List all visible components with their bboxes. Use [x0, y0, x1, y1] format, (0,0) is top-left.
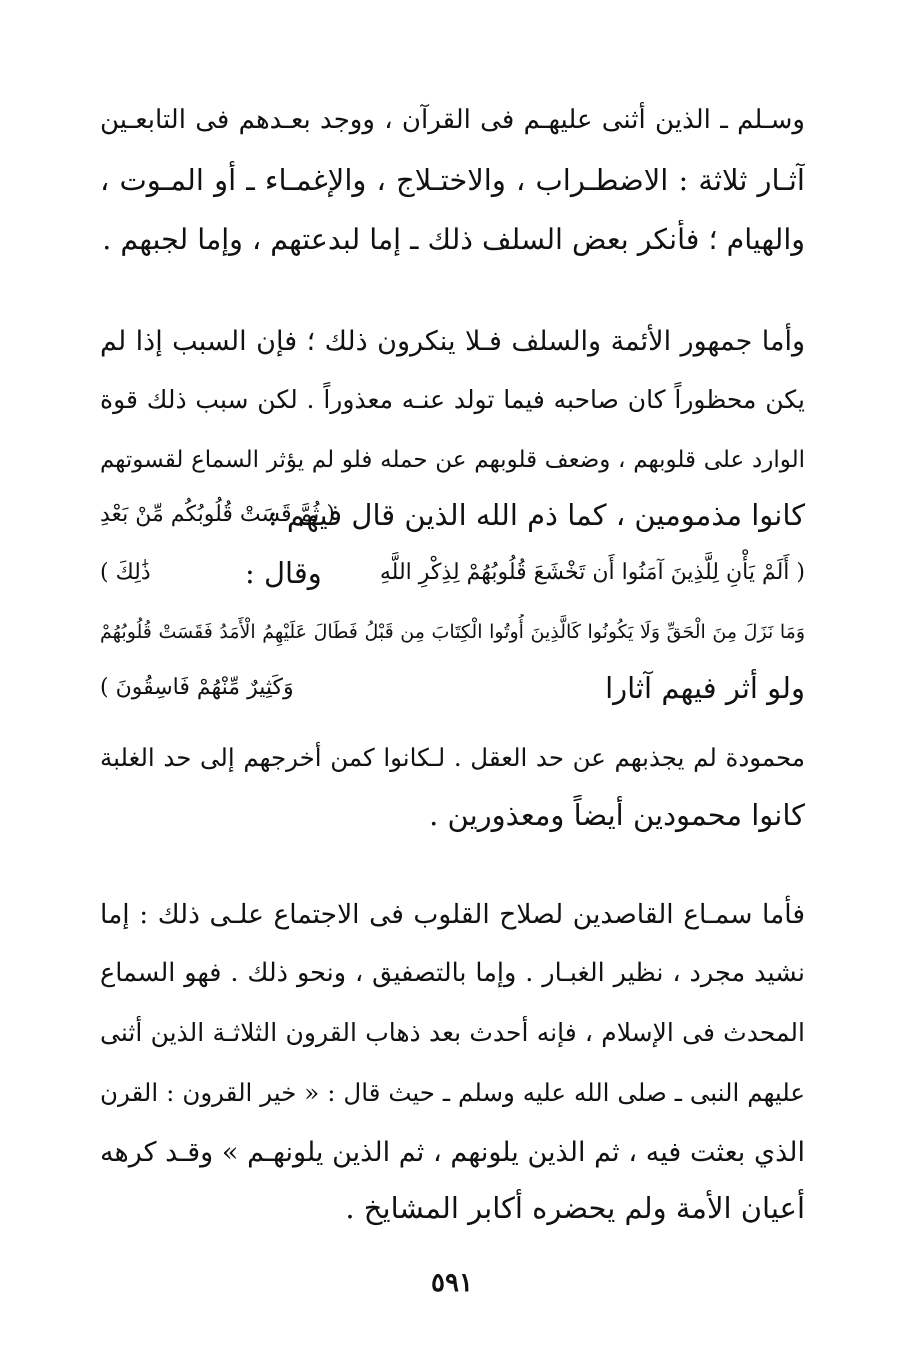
quran-verse-2-middle: وَمَا نَزَلَ مِنَ الْحَقِّ وَلَا يَكُونُوا كَالَّذِينَ أُوتُوا الْكِتَابَ مِن قَبْلُ فَطَالَ عَلَيْهِمُ الْأَمَدُ فَقَسَتْ قُلُوبُهُمْ [100, 621, 805, 643]
quran-verse-1-end: ذَٰلِكَ ) [100, 560, 151, 585]
paragraph-3-line-4: عليهم النبى ـ صلى الله عليه وسلم ـ حيث قال : « خير القرون : القرن [100, 1078, 805, 1107]
paragraph-2-line-5-text: وقال : [245, 556, 322, 590]
paragraph-3-line-5: الذي بعثت فيه ، ثم الذين يلونهم ، ثم الذين يلونهـم » وقـد كرهه [100, 1137, 805, 1168]
paragraph-2-line-7-text: ولو أثر فيهم آثارا [605, 671, 805, 705]
paragraph-2-line-4-text: كانوا مذمومين ، كما ذم الله الذين قال فيهم : [267, 498, 805, 532]
paragraph-3-line-2: نشيد مجرد ، نظير الغبـار . وإما بالتصفيق ، ونحو ذلك . فهو السماع [100, 958, 805, 988]
paragraph-1-line-1: وسـلم ـ الذين أثنى عليهـم فى القرآن ، ووجد بعـدهم فى التابعـين [100, 105, 805, 135]
paragraph-3-line-1: فأما سمـاع القاصدين لصلاح القلوب فى الاجتماع علـى ذلك : إما [100, 899, 805, 930]
quran-verse-2-start: ( أَلَمْ يَأْنِ لِلَّذِينَ آمَنُوا أَن تَخْشَعَ قُلُوبُهُمْ لِذِكْرِ اللَّهِ [379, 560, 805, 585]
page-number: ٥٩١ [431, 1268, 473, 1298]
quran-verse-1-start: ( ثُمَّ قَسَتْ قُلُوبُكُم مِّنْ بَعْدِ [100, 502, 335, 527]
paragraph-3-line-3: المحدث فى الإسلام ، فإنه أحدث بعد ذهاب القرون الثلاثـة الذين أثنى [100, 1018, 805, 1047]
paragraph-2-line-5 [100, 553, 805, 593]
paragraph-2-line-8: محمودة لم يجذبهم عن حد العقل . لـكانوا كمن أخرجهم إلى حد الغلبة [100, 743, 805, 772]
paragraph-2-line-4 [100, 495, 805, 535]
paragraph-1-line-2: آثـار ثلاثة : الاضطـراب ، والاختـلاج ، والإغمـاء ـ أو المـوت ، [100, 163, 805, 197]
quran-verse-2-end: وَكَثِيرٌ مِّنْهُمْ فَاسِقُونَ ) [100, 675, 294, 700]
paragraph-2-line-3: الوارد على قلوبهم ، وضعف قلوبهم عن حمله فلو لم يؤثر السماع لقسوتهم [100, 447, 805, 473]
paragraph-3-line-6: أعيان الأمة ولم يحضره أكابر المشايخ . [345, 1191, 805, 1225]
paragraph-1-line-3: والهيام ؛ فأنكر بعض السلف ذلك ـ إما لبدعتهم ، وإما لجبهم . [102, 223, 805, 256]
paragraph-2-line-9: كانوا محمودين أيضاً ومعذورين . [429, 798, 805, 832]
paragraph-2-line-1: وأما جمهور الأئمة والسلف فـلا ينكرون ذلك ؛ فإن السبب إذا لم [100, 326, 805, 357]
paragraph-2-line-7 [100, 668, 805, 708]
paragraph-2-line-2: يكن محظوراً كان صاحبه فيما تولد عنـه معذوراً . لكن سبب ذلك قوة [100, 385, 805, 414]
